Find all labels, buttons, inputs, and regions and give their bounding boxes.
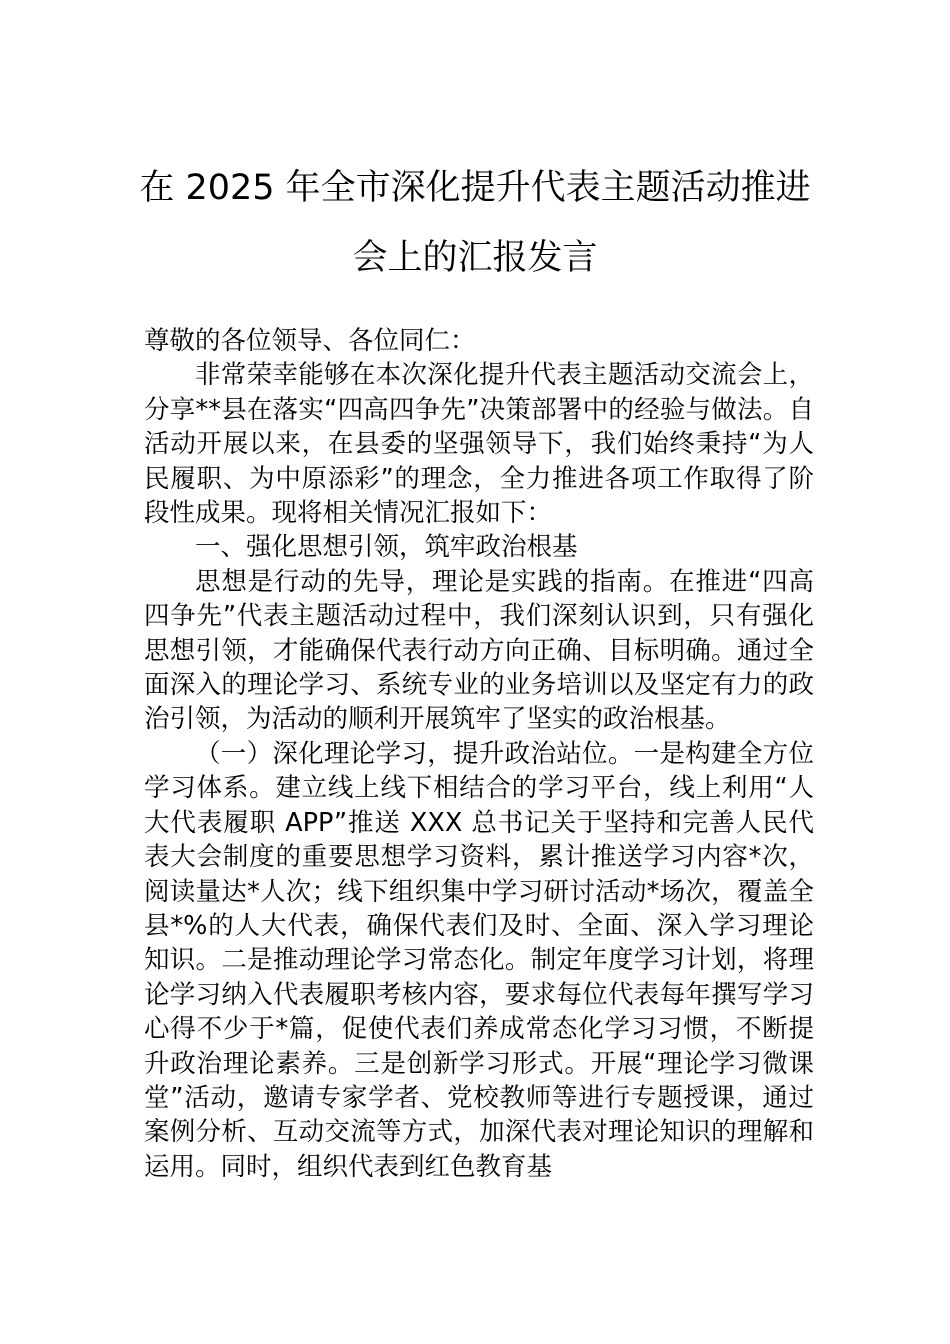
document-title-line-1: 在 2025 年全市深化提升代表主题活动推进 [139,168,811,208]
paragraph-intro: 非常荣幸能够在本次深化提升代表主题活动交流会上，分享**县在落实“四高四争先”决策部署中的经验与做法。自活动开展以来，在县委的坚强领导下，我们始终秉持“为人民履职、为中原添彩”的理念，全力推进各项工作取得了阶段性成果。现将相关情况汇报如下： [144,360,814,529]
salutation: 尊敬的各位领导、各位同仁： [144,326,476,356]
document-title-line-2: 会上的汇报发言 [352,238,598,278]
paragraph-section-1: 思想是行动的先导，理论是实践的指南。在推进“四高四争先”代表主题活动过程中，我们深刻认识到，只有强化思想引领，才能确保代表行动方向正确、目标明确。通过全面深入的理论学习、系统专业的业务培训以及坚定有力的政治引领，为活动的顺利开展筑牢了坚实的政治根基。 [144,566,814,735]
document-body [144,324,814,1184]
paragraph-subsection-1: （一）深化理论学习，提升政治站位。一是构建全方位学习体系。建立线上线下相结合的学习平台，线上利用“人大代表履职 APP”推送 XXX 总书记关于坚持和完善人民代表大会制度的重要思想学习资料，累计推送学习内容*次，阅读量达*人次；线下组织集中学习研讨活动*场次，覆盖全县*%的人大代表，确保代表们及时、全面、深入学习理论知识。二是推动理论学习常态化。制定年度学习计划，将理论学习纳入代表履职考核内容，要求每位代表每年撰写学习心得不少于*篇，促使代表们养成常态化学习习惯，不断提升政治理论素养。三是创新学习形式。开展“理论学习微课堂”活动，邀请专家学者、党校教师等进行专题授课，通过案例分析、互动交流等方式，加深代表对理论知识的理解和运用。同时，组织代表到红色教育基 [144,738,814,1182]
section-heading-1: 一、强化思想引领，筑牢政治根基 [195,532,578,563]
